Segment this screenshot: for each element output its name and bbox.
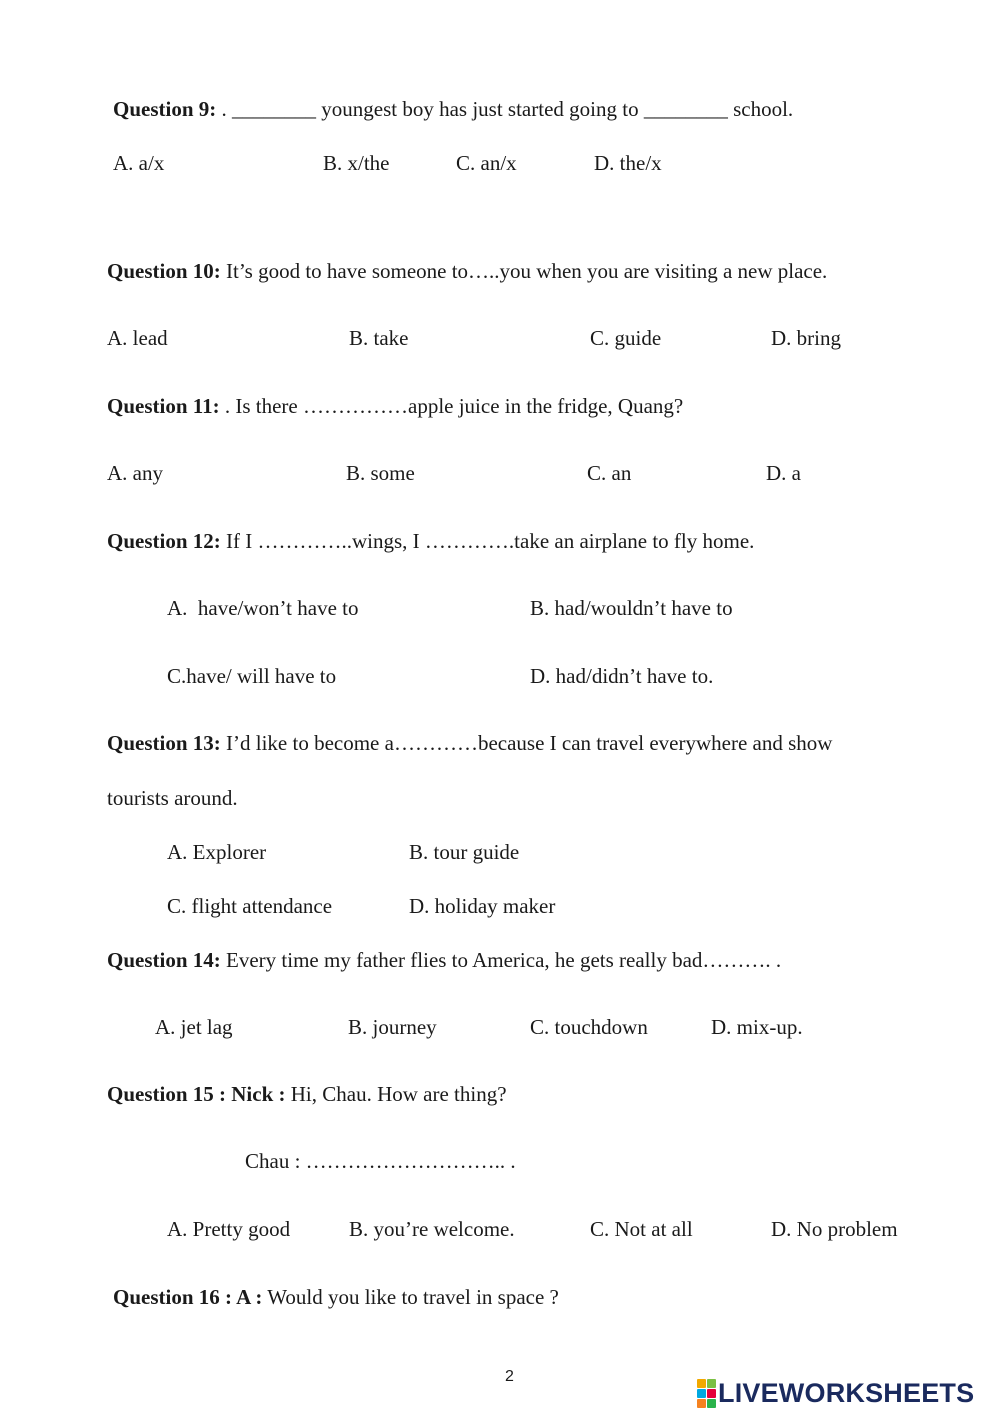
- question-9-option-d: D. the/x: [594, 151, 662, 175]
- question-12-option-b: B. had/wouldn’t have to: [530, 596, 733, 620]
- question-15-option-a: A. Pretty good: [167, 1217, 291, 1241]
- question-15-option-d: D. No problem: [771, 1217, 898, 1241]
- question-10-option-c: C. guide: [590, 326, 662, 350]
- question-11-option-b: B. some: [346, 461, 415, 485]
- question-16-label: Question 16 :: [113, 1285, 233, 1309]
- question-10-stem: [107, 258, 827, 284]
- question-12-stem: [107, 528, 754, 554]
- question-14-stem: [107, 947, 781, 973]
- question-11-option-a: A. any: [107, 461, 163, 485]
- question-14-option-a: A. jet lag: [155, 1015, 233, 1039]
- question-13-option-d: D. holiday maker: [409, 894, 556, 918]
- question-13-option-a: A. Explorer: [167, 840, 267, 864]
- question-13-text-line1: I’d like to become a…………because I can travel everywhere and show: [220, 731, 833, 755]
- question-15-option-b: B. you’re welcome.: [349, 1217, 515, 1241]
- question-16-speaker-a: A :: [232, 1285, 263, 1309]
- question-10-option-d: D. bring: [771, 326, 841, 350]
- question-16-line1: Would you like to travel in space ?: [262, 1285, 559, 1309]
- question-11-option-c: C. an: [587, 461, 632, 485]
- question-13-option-c: C. flight attendance: [167, 894, 333, 918]
- question-15-line2: Chau : ……………………….. .: [245, 1149, 516, 1173]
- question-10-text: It’s good to have someone to…..you when you are visiting a new place.: [220, 259, 828, 283]
- question-9-stem: [113, 96, 793, 122]
- question-12-option-c: C.have/ will have to: [167, 664, 337, 688]
- question-12-text: If I …………..wings, I ………….take an airplane to fly home.: [220, 529, 755, 553]
- liveworksheets-logo[interactable]: [697, 1376, 974, 1410]
- question-9-label: Question 9:: [113, 97, 217, 121]
- question-11-option-d: D. a: [766, 461, 801, 485]
- question-13-text-line2: tourists around.: [107, 786, 238, 810]
- question-12-label: Question 12:: [107, 529, 221, 553]
- question-11-label: Question 11:: [107, 394, 220, 418]
- question-14-option-d: D. mix-up.: [711, 1015, 803, 1039]
- question-10-option-a: A. lead: [107, 326, 168, 350]
- question-15-label: Question 15 :: [107, 1082, 227, 1106]
- question-13-stem: [107, 730, 832, 756]
- question-15-speaker-nick: Nick :: [226, 1082, 286, 1106]
- question-14-option-b: B. journey: [348, 1015, 437, 1039]
- question-10-label: Question 10:: [107, 259, 221, 283]
- question-15-line1: Hi, Chau. How are thing?: [285, 1082, 507, 1106]
- question-9-option-a: A. a/x: [113, 151, 165, 175]
- question-9-text: . ________ youngest boy has just started going to ________ school.: [216, 97, 794, 121]
- question-15-stem: [107, 1081, 507, 1107]
- question-11-stem: [107, 393, 683, 419]
- question-14-option-c: C. touchdown: [530, 1015, 648, 1039]
- question-9-option-b: B. x/the: [323, 151, 390, 175]
- question-16-stem: [113, 1284, 559, 1310]
- question-14-text: Every time my father flies to America, he gets really bad………. .: [220, 948, 782, 972]
- question-13-option-b: B. tour guide: [409, 840, 520, 864]
- logo-wordmark: LIVEWORKSHEETS: [718, 1377, 975, 1408]
- question-11-text: . Is there ……………apple juice in the fridge, Quang?: [219, 394, 684, 418]
- logo-tiles-icon: [697, 1379, 716, 1408]
- question-12-option-a: A. have/won’t have to: [167, 596, 359, 620]
- question-13-label: Question 13:: [107, 731, 221, 755]
- question-15-option-c: C. Not at all: [590, 1217, 693, 1241]
- question-14-label: Question 14:: [107, 948, 221, 972]
- page-number: 2: [505, 1368, 514, 1385]
- question-9-option-c: C. an/x: [456, 151, 517, 175]
- question-12-option-d: D. had/didn’t have to.: [530, 664, 714, 688]
- question-10-option-b: B. take: [349, 326, 409, 350]
